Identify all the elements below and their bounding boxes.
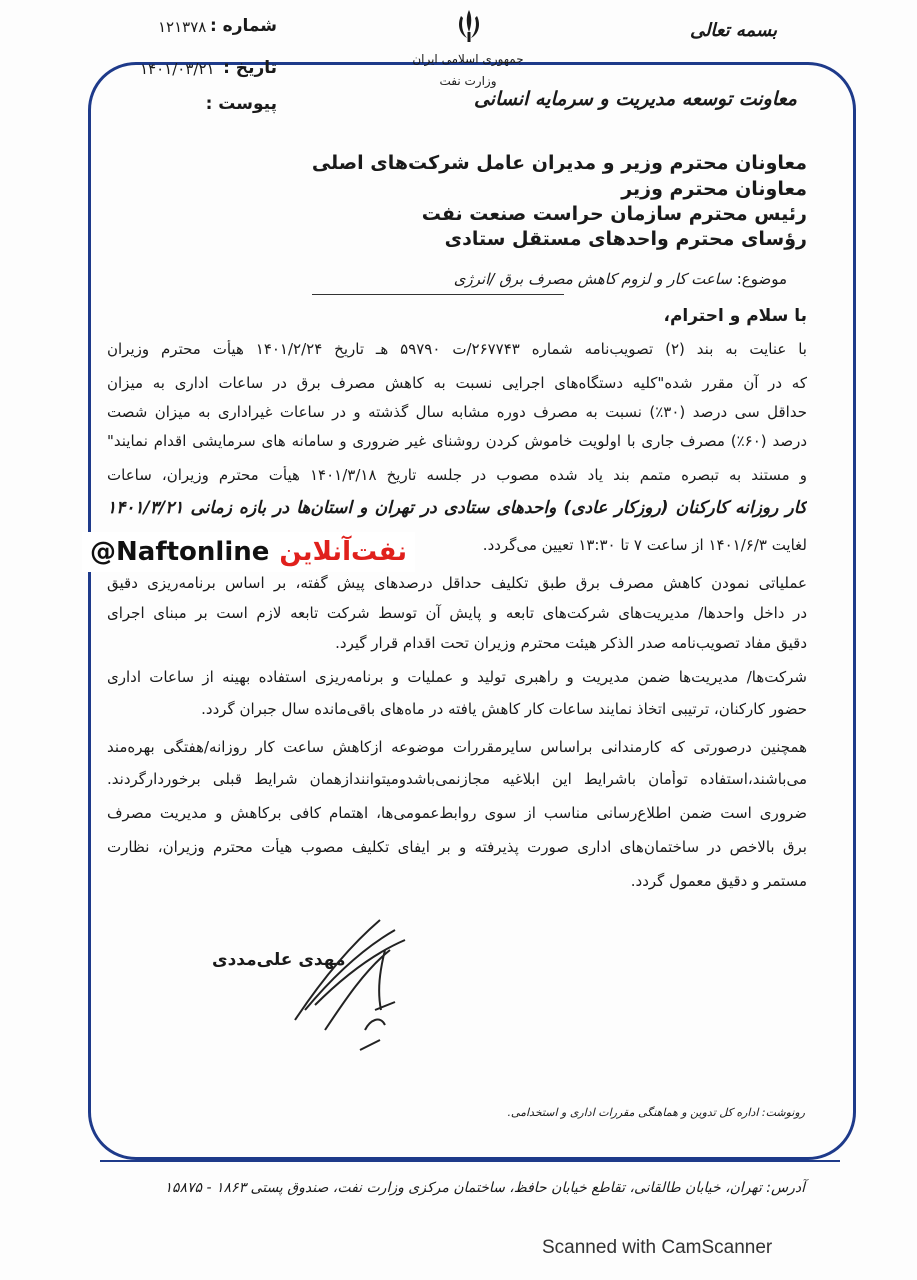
scanner-credit: Scanned with CamScanner <box>542 1237 773 1258</box>
body-line: می‌باشند،استفاده توأمان باشرایط این ابلاغیه مجازنمی‌باشدومیتوانندازهمان شرایط قبلی برخوردارگردند. <box>107 770 807 788</box>
addressee-line: معاونان محترم وزیر و مدیران عامل شرکت‌های اصلی <box>311 152 807 174</box>
postal-address: آدرس: تهران، خیابان طالقانی، تقاطع خیابان حافظ، ساختمان مرکزی وزارت نفت، صندوق پستی ۱۸۶۳ - ۱۵۸۷۵ <box>164 1180 805 1196</box>
body-line: مستمر و دقیق معمول گردد. <box>630 872 807 890</box>
body-line: حداقل سی درصد (۳۰٪) نسبت به مصرف دوره مشابه سال گذشته و در ساعات غیراداری به میزان شصت <box>107 403 807 421</box>
body-line: که در آن مقرر شده"کلیه دستگاه‌های اجرایی نسبت به کاهش مصرف برق در ساعات اداری به میزان <box>107 374 807 392</box>
greeting: با سلام و احترام، <box>663 306 807 326</box>
subject <box>454 270 787 288</box>
invocation: بسمه تعالی <box>689 20 777 41</box>
body-line: در داخل واحدها/ مدیریت‌های شرکت‌های تابعه و پایش آن توسط شرکت تابعه لازم است بر مبنای اجرای <box>107 604 807 622</box>
addressee-line: رؤسای محترم واحدهای مستقل ستادی <box>444 228 807 250</box>
carbon-copy: رونوشت: اداره کل تدوین و هماهنگی مقررات اداری و استخدامی. <box>507 1106 805 1119</box>
addressee-line: معاونان محترم وزیر <box>621 178 807 200</box>
number-label: شماره : <box>209 16 277 36</box>
addressee-line: رئیس محترم سازمان حراست صنعت نفت <box>421 203 807 225</box>
iran-emblem-icon <box>452 6 486 46</box>
body-line: برق بالاخص در ساختمان‌های اداری صورت پذیرفته و بر ایفای تکلیف مصوب هیأت محترم وزیران، نظارت <box>107 838 807 856</box>
subject-label: موضوع: <box>736 270 787 288</box>
naftonline-watermark <box>82 532 415 572</box>
body-line: حضور کارکنان، ترتیبی اتخاذ نمایند ساعات کار کاهش یافته در ماه‌های باقی‌مانده سال جبران گردد. <box>201 700 807 718</box>
republic-title: جمهوری اسلامی ایران <box>412 52 524 66</box>
department-title: معاونت توسعه مدیریت و سرمایه انسانی <box>473 88 797 110</box>
body-line: دقیق مفاد تصویب‌نامه صدر الذکر هیئت محترم وزیران تحت اقدام قرار گیرد. <box>335 634 807 652</box>
date-label: تاریخ : <box>223 58 277 78</box>
signatory-name: مهدی علی‌مددی <box>212 950 346 970</box>
number-value: ۱۲۱۳۷۸ <box>158 18 207 36</box>
date-value: ۱۴۰۱/۰۳/۲۱ <box>140 60 215 78</box>
body-line-emphasis: لغایت ۱۴۰۱/۶/۳ از ساعت ۷ تا ۱۳:۳۰ تعیین می‌گردد. <box>482 536 807 554</box>
body-line: ضروری است ضمن اطلاع‌رسانی مناسب از سوی روابط‌عمومی‌ها، اهتمام کافی برکاهش و مدیریت مصرف <box>107 804 807 822</box>
body-line-emphasis: کار روزانه کارکنان (روزکار عادی) واحدهای ستادی در تهران و استان‌ها در بازه زمانی ۱۴۰۱/۳/۲۱ <box>107 498 807 518</box>
body-line: با عنایت به بند (۲) تصویب‌نامه شماره ۲۶۷۷۴۳/ت ۵۹۷۹۰ هـ تاریخ ۱۴۰۱/۲/۲۴ هیأت محترم وزیران <box>107 340 807 358</box>
body-line: عملیاتی نمودن کاهش مصرف برق طبق تکلیف حداقل درصدهای پیش گفته، بر اساس برنامه‌ریزی دقیق <box>107 574 807 592</box>
body-line: همچنین درصورتی که کارمندانی براساس سایرمقررات موضوعه ازکاهش ساعت کار روزانه/هفتگی بهره‌مند <box>107 738 807 756</box>
attachment-label: پیوست : <box>205 94 277 114</box>
watermark-handle: @Naftonline <box>90 537 270 567</box>
body-line: و مستند به تبصره متمم بند یاد شده مصوب در جلسه تاریخ ۱۴۰۱/۳/۱۸ هیأت محترم وزیران، ساعات <box>107 466 807 484</box>
watermark-persian: نفت‌آنلاین <box>279 537 407 567</box>
footer-divider <box>100 1160 840 1162</box>
subject-value: ساعت کار و لزوم کاهش مصرف برق /انرژی <box>453 270 732 288</box>
body-line: درصد (۶۰٪) مصرف جاری با اولویت خاموش کردن روشنای غیر ضروری و سامانه های سرمایشی اقدام نمایند" <box>107 432 807 450</box>
body-line: شرکت‌ها/ مدیریت‌ها ضمن مدیریت و راهبری تولید و عملیات و برنامه‌ریزی استفاده بهینه از ساعات اداری <box>107 668 807 686</box>
ministry-title: وزارت نفت <box>439 74 497 88</box>
handwritten-signature-icon <box>285 910 415 1060</box>
subject-underline <box>312 294 564 295</box>
